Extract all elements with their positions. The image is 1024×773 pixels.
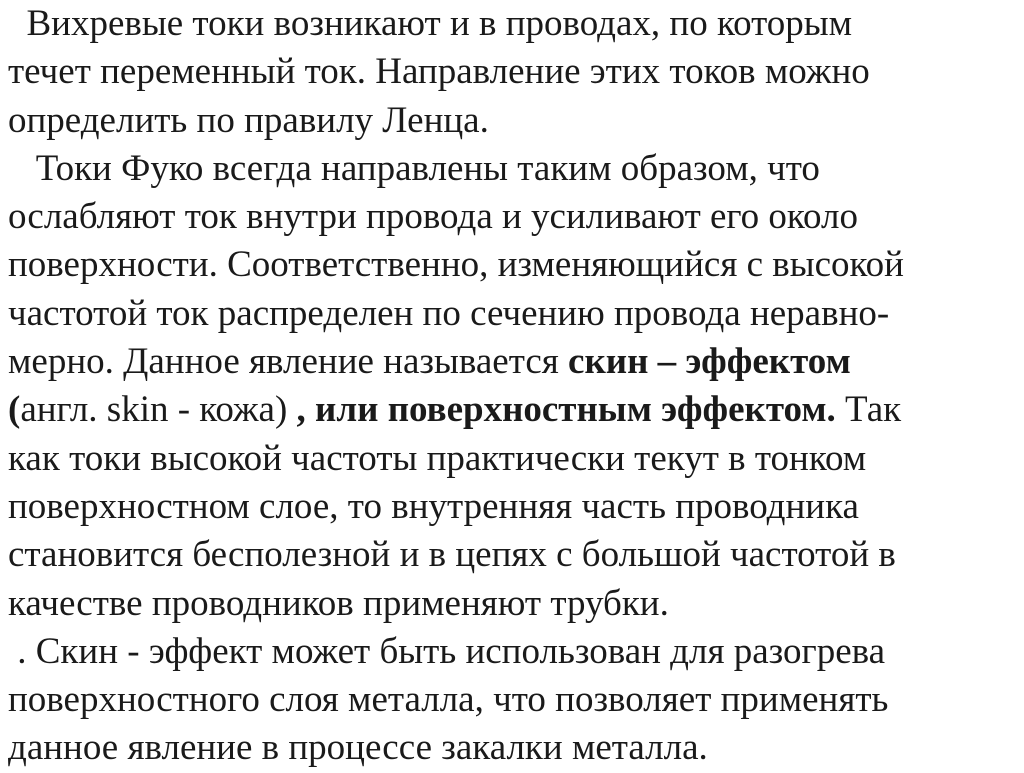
text-line: определить по правилу Ленца.	[8, 99, 489, 141]
text-line: Токи Фуко всегда направлены таким образом, что	[8, 147, 820, 189]
text-run: англ. skin - кожа)	[20, 389, 297, 431]
text-line: поверхностном слое, то внутренняя часть проводника	[8, 485, 859, 527]
text-line: поверхности. Соответственно, изменяющийся с высокой	[8, 244, 904, 286]
paragraph-1	[8, 0, 1012, 145]
text-line: ослабляют ток внутри провода и усиливают его около	[8, 196, 859, 238]
text-run: Так	[835, 389, 902, 431]
text-line: как токи высокой частоты практически текут в тонком	[8, 437, 867, 479]
term-surface-effect: , или поверхностным эффектом.	[296, 389, 836, 431]
text-line: Вихревые токи возникают и в проводах, по которым	[8, 3, 853, 44]
text-line: течет переменный ток. Направление этих токов можно	[8, 51, 870, 93]
term-skin-effect: скин – эффектом	[568, 341, 851, 383]
text-run: мерно. Данное явление называется	[8, 341, 569, 383]
text-line: данное явление в процессе закалки металла.	[8, 727, 708, 769]
paragraph-2	[8, 145, 1012, 628]
text-line: поверхностного слоя металла, что позволяет применять	[8, 679, 889, 721]
open-paren: (	[8, 389, 21, 431]
text-line: . Скин - эффект может быть использован для разогрева	[8, 630, 886, 672]
text-line: качестве проводников применяют трубки.	[8, 582, 669, 624]
text-line	[8, 386, 1012, 434]
slide-text	[8, 0, 1012, 773]
paragraph-3	[8, 628, 1012, 773]
text-line: частотой ток распределен по сечению провода неравно-	[8, 292, 890, 334]
text-line: становится бесполезной и в цепях с большой частотой в	[8, 534, 896, 576]
text-line	[8, 338, 1012, 386]
